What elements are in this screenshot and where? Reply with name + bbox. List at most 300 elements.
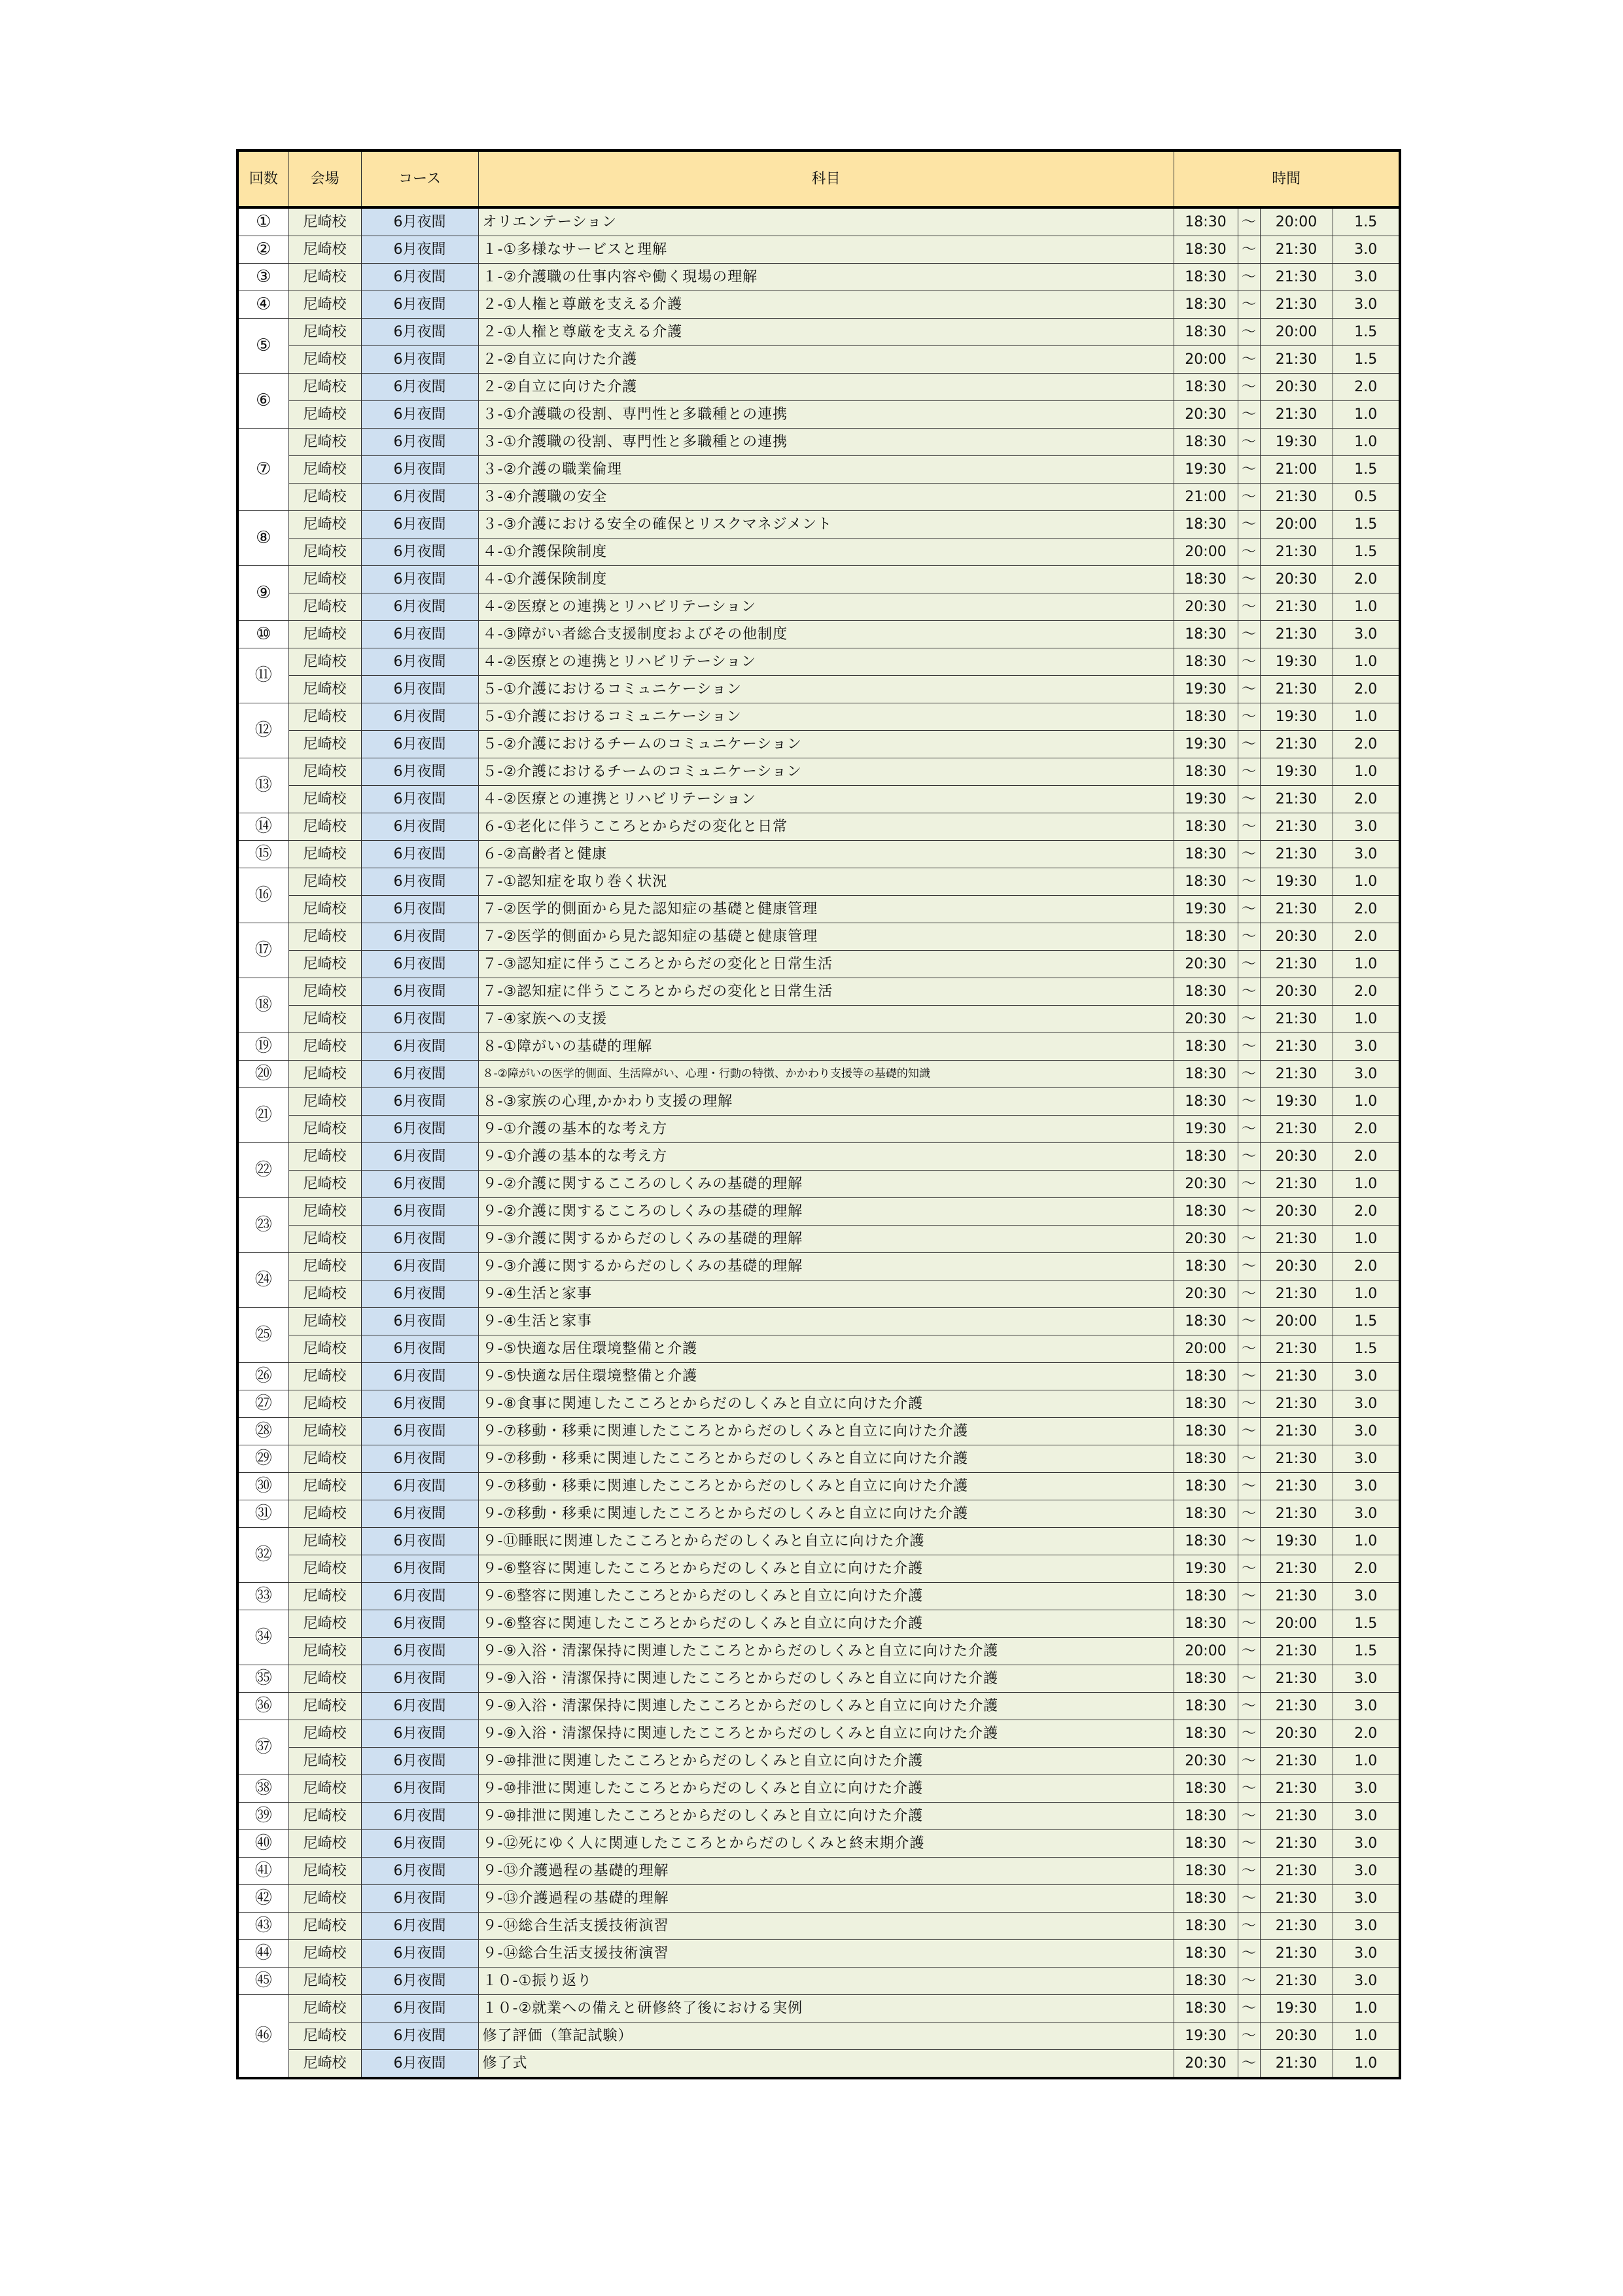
session-number-cell: ㊱ bbox=[237, 1693, 288, 1720]
start-time-cell: 18:30 bbox=[1174, 1088, 1238, 1116]
end-time-cell: 21:30 bbox=[1260, 264, 1333, 291]
header-session: 回数 bbox=[237, 150, 288, 207]
session-number-cell: ⑥ bbox=[237, 374, 288, 429]
venue-cell: 尼崎校 bbox=[288, 1830, 361, 1858]
start-time-cell: 18:30 bbox=[1174, 1198, 1238, 1226]
venue-cell: 尼崎校 bbox=[288, 978, 361, 1006]
start-time-cell: 19:30 bbox=[1174, 456, 1238, 484]
time-separator: ～ bbox=[1238, 1995, 1260, 2022]
header-subject: 科目 bbox=[478, 150, 1174, 207]
venue-cell: 尼崎校 bbox=[288, 1033, 361, 1061]
course-cell: 6月夜間 bbox=[361, 1500, 478, 1528]
table-row bbox=[237, 951, 1400, 978]
start-time-cell: 18:30 bbox=[1174, 841, 1238, 868]
course-cell: 6月夜間 bbox=[361, 1940, 478, 1968]
start-time-cell: 18:30 bbox=[1174, 207, 1238, 236]
time-separator: ～ bbox=[1238, 1968, 1260, 1995]
hours-cell: 2.0 bbox=[1333, 786, 1400, 813]
start-time-cell: 18:30 bbox=[1174, 1913, 1238, 1940]
venue-cell: 尼崎校 bbox=[288, 813, 361, 841]
start-time-cell: 18:30 bbox=[1174, 1665, 1238, 1693]
session-number-cell: ⑲ bbox=[237, 1033, 288, 1061]
subject-cell: ９-⑬介護過程の基礎的理解 bbox=[478, 1885, 1174, 1913]
venue-cell: 尼崎校 bbox=[288, 1693, 361, 1720]
session-number-cell: ㊲ bbox=[237, 1720, 288, 1775]
hours-cell: 1.0 bbox=[1333, 1171, 1400, 1198]
time-separator: ～ bbox=[1238, 1528, 1260, 1555]
session-number-cell: ② bbox=[237, 236, 288, 264]
session-number-cell: ㉑ bbox=[237, 1088, 288, 1143]
table-row bbox=[237, 1528, 1400, 1555]
time-separator: ～ bbox=[1238, 1390, 1260, 1418]
subject-cell: ７-③認知症に伴うこころとからだの変化と日常生活 bbox=[478, 951, 1174, 978]
start-time-cell: 20:30 bbox=[1174, 2050, 1238, 2079]
table-row bbox=[237, 1940, 1400, 1968]
course-cell: 6月夜間 bbox=[361, 676, 478, 703]
start-time-cell: 19:30 bbox=[1174, 676, 1238, 703]
venue-cell: 尼崎校 bbox=[288, 319, 361, 346]
course-cell: 6月夜間 bbox=[361, 1061, 478, 1088]
table-row bbox=[237, 758, 1400, 786]
subject-cell: ７-②医学的側面から見た認知症の基礎と健康管理 bbox=[478, 923, 1174, 951]
header-venue: 会場 bbox=[288, 150, 361, 207]
end-time-cell: 20:00 bbox=[1260, 207, 1333, 236]
subject-cell: ９-⑨入浴・清潔保持に関連したこころとからだのしくみと自立に向けた介護 bbox=[478, 1665, 1174, 1693]
venue-cell: 尼崎校 bbox=[288, 593, 361, 621]
venue-cell: 尼崎校 bbox=[288, 566, 361, 593]
start-time-cell: 21:00 bbox=[1174, 484, 1238, 511]
course-cell: 6月夜間 bbox=[361, 1171, 478, 1198]
hours-cell: 2.0 bbox=[1333, 374, 1400, 401]
subject-cell: ９-⑬介護過程の基礎的理解 bbox=[478, 1858, 1174, 1885]
subject-cell: ３-②介護の職業倫理 bbox=[478, 456, 1174, 484]
hours-cell: 3.0 bbox=[1333, 1445, 1400, 1473]
subject-cell: １０-①振り返り bbox=[478, 1968, 1174, 1995]
venue-cell: 尼崎校 bbox=[288, 1638, 361, 1665]
course-cell: 6月夜間 bbox=[361, 1610, 478, 1638]
hours-cell: 2.0 bbox=[1333, 1720, 1400, 1748]
hours-cell: 2.0 bbox=[1333, 923, 1400, 951]
end-time-cell: 21:30 bbox=[1260, 813, 1333, 841]
venue-cell: 尼崎校 bbox=[288, 868, 361, 896]
table-row bbox=[237, 401, 1400, 429]
time-separator: ～ bbox=[1238, 456, 1260, 484]
end-time-cell: 20:00 bbox=[1260, 511, 1333, 539]
start-time-cell: 18:30 bbox=[1174, 1363, 1238, 1390]
venue-cell: 尼崎校 bbox=[288, 236, 361, 264]
start-time-cell: 18:30 bbox=[1174, 1390, 1238, 1418]
hours-cell: 2.0 bbox=[1333, 1143, 1400, 1171]
venue-cell: 尼崎校 bbox=[288, 1088, 361, 1116]
table-row bbox=[237, 1116, 1400, 1143]
hours-cell: 1.5 bbox=[1333, 539, 1400, 566]
hours-cell: 3.0 bbox=[1333, 236, 1400, 264]
table-row bbox=[237, 813, 1400, 841]
start-time-cell: 18:30 bbox=[1174, 429, 1238, 456]
session-number-cell: ㊸ bbox=[237, 1913, 288, 1940]
session-number-cell: ⑬ bbox=[237, 758, 288, 813]
hours-cell: 3.0 bbox=[1333, 841, 1400, 868]
venue-cell: 尼崎校 bbox=[288, 1116, 361, 1143]
start-time-cell: 18:30 bbox=[1174, 1830, 1238, 1858]
table-row bbox=[237, 1363, 1400, 1390]
end-time-cell: 21:30 bbox=[1260, 621, 1333, 648]
table-row bbox=[237, 703, 1400, 731]
table-row bbox=[237, 731, 1400, 758]
start-time-cell: 20:00 bbox=[1174, 1638, 1238, 1665]
venue-cell: 尼崎校 bbox=[288, 1143, 361, 1171]
session-number-cell: ㉕ bbox=[237, 1308, 288, 1363]
hours-cell: 3.0 bbox=[1333, 1775, 1400, 1803]
subject-cell: ９-⑦移動・移乗に関連したこころとからだのしくみと自立に向けた介護 bbox=[478, 1473, 1174, 1500]
subject-cell: ２-②自立に向けた介護 bbox=[478, 374, 1174, 401]
table-row bbox=[237, 1748, 1400, 1775]
hours-cell: 3.0 bbox=[1333, 1390, 1400, 1418]
end-time-cell: 20:30 bbox=[1260, 1143, 1333, 1171]
hours-cell: 3.0 bbox=[1333, 1061, 1400, 1088]
table-row bbox=[237, 1253, 1400, 1280]
time-separator: ～ bbox=[1238, 786, 1260, 813]
session-number-cell: ㊹ bbox=[237, 1940, 288, 1968]
subject-cell: １０-②就業への備えと研修終了後における実例 bbox=[478, 1995, 1174, 2022]
end-time-cell: 21:30 bbox=[1260, 2050, 1333, 2079]
end-time-cell: 21:30 bbox=[1260, 1171, 1333, 1198]
session-number-cell: ㉛ bbox=[237, 1500, 288, 1528]
time-separator: ～ bbox=[1238, 1473, 1260, 1500]
venue-cell: 尼崎校 bbox=[288, 1198, 361, 1226]
time-separator: ～ bbox=[1238, 1363, 1260, 1390]
venue-cell: 尼崎校 bbox=[288, 1775, 361, 1803]
venue-cell: 尼崎校 bbox=[288, 1418, 361, 1445]
course-cell: 6月夜間 bbox=[361, 1665, 478, 1693]
course-cell: 6月夜間 bbox=[361, 786, 478, 813]
venue-cell: 尼崎校 bbox=[288, 346, 361, 374]
course-cell: 6月夜間 bbox=[361, 1693, 478, 1720]
hours-cell: 1.0 bbox=[1333, 593, 1400, 621]
start-time-cell: 18:30 bbox=[1174, 1693, 1238, 1720]
table-row bbox=[237, 566, 1400, 593]
table-row bbox=[237, 896, 1400, 923]
table-row bbox=[237, 593, 1400, 621]
hours-cell: 1.0 bbox=[1333, 1995, 1400, 2022]
course-cell: 6月夜間 bbox=[361, 2050, 478, 2079]
hours-cell: 3.0 bbox=[1333, 1693, 1400, 1720]
table-row bbox=[237, 1665, 1400, 1693]
subject-cell: ８-③家族の心理,かかわり支援の理解 bbox=[478, 1088, 1174, 1116]
subject-cell: ７-②医学的側面から見た認知症の基礎と健康管理 bbox=[478, 896, 1174, 923]
schedule-table bbox=[236, 149, 1401, 2079]
end-time-cell: 21:30 bbox=[1260, 1363, 1333, 1390]
hours-cell: 3.0 bbox=[1333, 1885, 1400, 1913]
venue-cell: 尼崎校 bbox=[288, 1500, 361, 1528]
subject-cell: ４-①介護保険制度 bbox=[478, 539, 1174, 566]
end-time-cell: 19:30 bbox=[1260, 1528, 1333, 1555]
venue-cell: 尼崎校 bbox=[288, 1610, 361, 1638]
course-cell: 6月夜間 bbox=[361, 1803, 478, 1830]
end-time-cell: 21:30 bbox=[1260, 346, 1333, 374]
time-separator: ～ bbox=[1238, 841, 1260, 868]
end-time-cell: 21:30 bbox=[1260, 1226, 1333, 1253]
hours-cell: 3.0 bbox=[1333, 1473, 1400, 1500]
time-separator: ～ bbox=[1238, 1638, 1260, 1665]
subject-cell: ４-②医療との連携とリハビリテーション bbox=[478, 648, 1174, 676]
table-row bbox=[237, 264, 1400, 291]
end-time-cell: 20:30 bbox=[1260, 566, 1333, 593]
table-row bbox=[237, 346, 1400, 374]
venue-cell: 尼崎校 bbox=[288, 401, 361, 429]
end-time-cell: 20:30 bbox=[1260, 923, 1333, 951]
end-time-cell: 21:30 bbox=[1260, 1445, 1333, 1473]
hours-cell: 2.0 bbox=[1333, 1555, 1400, 1583]
table-row bbox=[237, 236, 1400, 264]
time-separator: ～ bbox=[1238, 923, 1260, 951]
time-separator: ～ bbox=[1238, 484, 1260, 511]
table-row bbox=[237, 1500, 1400, 1528]
end-time-cell: 19:30 bbox=[1260, 758, 1333, 786]
subject-cell: ５-②介護におけるチームのコミュニケーション bbox=[478, 731, 1174, 758]
start-time-cell: 18:30 bbox=[1174, 1473, 1238, 1500]
subject-cell: ９-⑨入浴・清潔保持に関連したこころとからだのしくみと自立に向けた介護 bbox=[478, 1720, 1174, 1748]
venue-cell: 尼崎校 bbox=[288, 1748, 361, 1775]
subject-cell: 修了式 bbox=[478, 2050, 1174, 2079]
course-cell: 6月夜間 bbox=[361, 1968, 478, 1995]
end-time-cell: 20:00 bbox=[1260, 1308, 1333, 1335]
subject-cell: ５-②介護におけるチームのコミュニケーション bbox=[478, 758, 1174, 786]
venue-cell: 尼崎校 bbox=[288, 1555, 361, 1583]
time-separator: ～ bbox=[1238, 1116, 1260, 1143]
table-row bbox=[237, 1610, 1400, 1638]
table-row bbox=[237, 868, 1400, 896]
venue-cell: 尼崎校 bbox=[288, 731, 361, 758]
subject-cell: ９-⑨入浴・清潔保持に関連したこころとからだのしくみと自立に向けた介護 bbox=[478, 1638, 1174, 1665]
subject-cell: ８-①障がいの基礎的理解 bbox=[478, 1033, 1174, 1061]
course-cell: 6月夜間 bbox=[361, 951, 478, 978]
course-cell: 6月夜間 bbox=[361, 868, 478, 896]
subject-cell: ９-⑫死にゆく人に関連したこころとからだのしくみと終末期介護 bbox=[478, 1830, 1174, 1858]
venue-cell: 尼崎校 bbox=[288, 1363, 361, 1390]
table-row bbox=[237, 676, 1400, 703]
hours-cell: 2.0 bbox=[1333, 1253, 1400, 1280]
time-separator: ～ bbox=[1238, 1171, 1260, 1198]
hours-cell: 1.5 bbox=[1333, 319, 1400, 346]
start-time-cell: 19:30 bbox=[1174, 1116, 1238, 1143]
subject-cell: ６-②高齢者と健康 bbox=[478, 841, 1174, 868]
start-time-cell: 20:30 bbox=[1174, 401, 1238, 429]
end-time-cell: 21:30 bbox=[1260, 484, 1333, 511]
table-row bbox=[237, 456, 1400, 484]
header-course: コース bbox=[361, 150, 478, 207]
subject-cell: ９-②介護に関するこころのしくみの基礎的理解 bbox=[478, 1171, 1174, 1198]
venue-cell: 尼崎校 bbox=[288, 374, 361, 401]
start-time-cell: 18:30 bbox=[1174, 648, 1238, 676]
subject-cell: ３-③介護における安全の確保とリスクマネジメント bbox=[478, 511, 1174, 539]
subject-cell: ９-⑩排泄に関連したこころとからだのしくみと自立に向けた介護 bbox=[478, 1803, 1174, 1830]
course-cell: 6月夜間 bbox=[361, 566, 478, 593]
time-separator: ～ bbox=[1238, 1775, 1260, 1803]
time-separator: ～ bbox=[1238, 539, 1260, 566]
end-time-cell: 21:30 bbox=[1260, 1885, 1333, 1913]
session-number-cell: ⑯ bbox=[237, 868, 288, 923]
time-separator: ～ bbox=[1238, 1665, 1260, 1693]
course-cell: 6月夜間 bbox=[361, 1280, 478, 1308]
end-time-cell: 21:30 bbox=[1260, 1583, 1333, 1610]
time-separator: ～ bbox=[1238, 207, 1260, 236]
time-separator: ～ bbox=[1238, 2050, 1260, 2079]
course-cell: 6月夜間 bbox=[361, 346, 478, 374]
subject-cell: ９-⑪睡眠に関連したこころとからだのしくみと自立に向けた介護 bbox=[478, 1528, 1174, 1555]
subject-cell: ９-⑭総合生活支援技術演習 bbox=[478, 1913, 1174, 1940]
time-separator: ～ bbox=[1238, 1006, 1260, 1033]
end-time-cell: 21:30 bbox=[1260, 1473, 1333, 1500]
table-row bbox=[237, 1638, 1400, 1665]
course-cell: 6月夜間 bbox=[361, 1088, 478, 1116]
venue-cell: 尼崎校 bbox=[288, 786, 361, 813]
time-separator: ～ bbox=[1238, 1720, 1260, 1748]
start-time-cell: 18:30 bbox=[1174, 264, 1238, 291]
venue-cell: 尼崎校 bbox=[288, 1390, 361, 1418]
time-separator: ～ bbox=[1238, 1913, 1260, 1940]
subject-cell: ９-⑥整容に関連したこころとからだのしくみと自立に向けた介護 bbox=[478, 1555, 1174, 1583]
venue-cell: 尼崎校 bbox=[288, 1665, 361, 1693]
end-time-cell: 21:30 bbox=[1260, 1418, 1333, 1445]
course-cell: 6月夜間 bbox=[361, 1858, 478, 1885]
time-separator: ～ bbox=[1238, 1885, 1260, 1913]
course-cell: 6月夜間 bbox=[361, 456, 478, 484]
start-time-cell: 18:30 bbox=[1174, 1803, 1238, 1830]
course-cell: 6月夜間 bbox=[361, 1006, 478, 1033]
subject-cell: 修了評価（筆記試験） bbox=[478, 2022, 1174, 2050]
subject-cell: ９-⑥整容に関連したこころとからだのしくみと自立に向けた介護 bbox=[478, 1610, 1174, 1638]
table-row bbox=[237, 1555, 1400, 1583]
hours-cell: 1.0 bbox=[1333, 1226, 1400, 1253]
end-time-cell: 21:30 bbox=[1260, 731, 1333, 758]
hours-cell: 1.5 bbox=[1333, 1335, 1400, 1363]
end-time-cell: 20:00 bbox=[1260, 1610, 1333, 1638]
time-separator: ～ bbox=[1238, 291, 1260, 319]
course-cell: 6月夜間 bbox=[361, 401, 478, 429]
end-time-cell: 21:30 bbox=[1260, 1940, 1333, 1968]
end-time-cell: 21:30 bbox=[1260, 1555, 1333, 1583]
hours-cell: 3.0 bbox=[1333, 1033, 1400, 1061]
venue-cell: 尼崎校 bbox=[288, 1803, 361, 1830]
venue-cell: 尼崎校 bbox=[288, 703, 361, 731]
start-time-cell: 20:30 bbox=[1174, 1006, 1238, 1033]
course-cell: 6月夜間 bbox=[361, 1473, 478, 1500]
subject-cell: ９-②介護に関するこころのしくみの基礎的理解 bbox=[478, 1198, 1174, 1226]
time-separator: ～ bbox=[1238, 1858, 1260, 1885]
start-time-cell: 18:30 bbox=[1174, 621, 1238, 648]
session-number-cell: ㊳ bbox=[237, 1775, 288, 1803]
course-cell: 6月夜間 bbox=[361, 1335, 478, 1363]
session-number-cell: ㊻ bbox=[237, 1995, 288, 2079]
start-time-cell: 18:30 bbox=[1174, 1528, 1238, 1555]
session-number-cell: ⑭ bbox=[237, 813, 288, 841]
start-time-cell: 18:30 bbox=[1174, 758, 1238, 786]
start-time-cell: 18:30 bbox=[1174, 1445, 1238, 1473]
session-number-cell: ㉔ bbox=[237, 1253, 288, 1308]
table-row bbox=[237, 1006, 1400, 1033]
subject-cell: ９-①介護の基本的な考え方 bbox=[478, 1116, 1174, 1143]
course-cell: 6月夜間 bbox=[361, 374, 478, 401]
table-row bbox=[237, 1390, 1400, 1418]
venue-cell: 尼崎校 bbox=[288, 2022, 361, 2050]
hours-cell: 3.0 bbox=[1333, 1803, 1400, 1830]
hours-cell: 3.0 bbox=[1333, 1583, 1400, 1610]
course-cell: 6月夜間 bbox=[361, 2022, 478, 2050]
venue-cell: 尼崎校 bbox=[288, 648, 361, 676]
venue-cell: 尼崎校 bbox=[288, 1061, 361, 1088]
venue-cell: 尼崎校 bbox=[288, 951, 361, 978]
course-cell: 6月夜間 bbox=[361, 429, 478, 456]
time-separator: ～ bbox=[1238, 1555, 1260, 1583]
table-row bbox=[237, 923, 1400, 951]
hours-cell: 1.5 bbox=[1333, 1638, 1400, 1665]
subject-cell: ９-⑥整容に関連したこころとからだのしくみと自立に向けた介護 bbox=[478, 1583, 1174, 1610]
hours-cell: 1.5 bbox=[1333, 207, 1400, 236]
table-row bbox=[237, 1171, 1400, 1198]
hours-cell: 1.0 bbox=[1333, 429, 1400, 456]
course-cell: 6月夜間 bbox=[361, 978, 478, 1006]
course-cell: 6月夜間 bbox=[361, 731, 478, 758]
hours-cell: 3.0 bbox=[1333, 1363, 1400, 1390]
hours-cell: 1.0 bbox=[1333, 401, 1400, 429]
table-row bbox=[237, 841, 1400, 868]
start-time-cell: 20:30 bbox=[1174, 1226, 1238, 1253]
session-number-cell: ⑦ bbox=[237, 429, 288, 511]
course-cell: 6月夜間 bbox=[361, 1445, 478, 1473]
start-time-cell: 20:00 bbox=[1174, 346, 1238, 374]
time-separator: ～ bbox=[1238, 951, 1260, 978]
table-row bbox=[237, 621, 1400, 648]
end-time-cell: 21:30 bbox=[1260, 1280, 1333, 1308]
hours-cell: 3.0 bbox=[1333, 1500, 1400, 1528]
venue-cell: 尼崎校 bbox=[288, 1226, 361, 1253]
hours-cell: 1.0 bbox=[1333, 951, 1400, 978]
time-separator: ～ bbox=[1238, 1308, 1260, 1335]
course-cell: 6月夜間 bbox=[361, 1583, 478, 1610]
end-time-cell: 19:30 bbox=[1260, 1088, 1333, 1116]
venue-cell: 尼崎校 bbox=[288, 484, 361, 511]
table-row bbox=[237, 1803, 1400, 1830]
time-separator: ～ bbox=[1238, 264, 1260, 291]
time-separator: ～ bbox=[1238, 648, 1260, 676]
start-time-cell: 18:30 bbox=[1174, 566, 1238, 593]
subject-cell: １-①多様なサービスと理解 bbox=[478, 236, 1174, 264]
subject-cell: ３-④介護職の安全 bbox=[478, 484, 1174, 511]
venue-cell: 尼崎校 bbox=[288, 758, 361, 786]
end-time-cell: 19:30 bbox=[1260, 648, 1333, 676]
table-row bbox=[237, 1335, 1400, 1363]
venue-cell: 尼崎校 bbox=[288, 1335, 361, 1363]
session-number-cell: ㉚ bbox=[237, 1473, 288, 1500]
end-time-cell: 21:30 bbox=[1260, 1748, 1333, 1775]
start-time-cell: 18:30 bbox=[1174, 1500, 1238, 1528]
table-row bbox=[237, 1885, 1400, 1913]
time-separator: ～ bbox=[1238, 813, 1260, 841]
table-row bbox=[237, 429, 1400, 456]
session-number-cell: ㉙ bbox=[237, 1445, 288, 1473]
course-cell: 6月夜間 bbox=[361, 291, 478, 319]
venue-cell: 尼崎校 bbox=[288, 1968, 361, 1995]
hours-cell: 1.5 bbox=[1333, 511, 1400, 539]
venue-cell: 尼崎校 bbox=[288, 1280, 361, 1308]
start-time-cell: 18:30 bbox=[1174, 319, 1238, 346]
venue-cell: 尼崎校 bbox=[288, 1473, 361, 1500]
course-cell: 6月夜間 bbox=[361, 539, 478, 566]
session-number-cell: ㊷ bbox=[237, 1885, 288, 1913]
course-cell: 6月夜間 bbox=[361, 1363, 478, 1390]
venue-cell: 尼崎校 bbox=[288, 1445, 361, 1473]
